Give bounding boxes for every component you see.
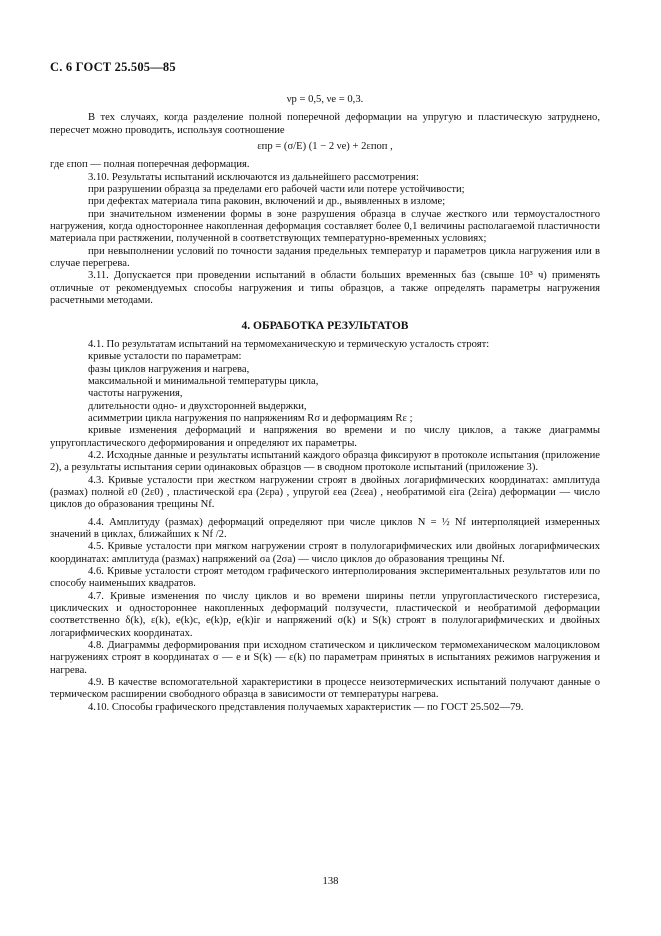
clause-4-2: 4.2. Исходные данные и результаты испытаний каждого образца фиксируют в протоколе испытания (приложение 2), а результаты испытания серии одинаковых образцов — в сводном протоколе испытаний (приложение 3). <box>50 449 600 474</box>
list-item: кривые изменения деформаций и напряжения во времени и по числу циклов, а также диаграммы упругопластического деформирования и определяют их параметры. <box>50 425 600 449</box>
clause-3-10: 3.10. Результаты испытаний исключаются из дальнейшего рассмотрения: <box>88 171 419 183</box>
list-item: при дефектах материала типа раковин, включений и др., выявленных в изломе; <box>88 196 446 208</box>
document-body <box>50 90 600 714</box>
clause-4-10: 4.10. Способы графического представления получаемых характеристик — по ГОСТ 25.502—79. <box>88 701 524 713</box>
page-header: С. 6 ГОСТ 25.505—85 <box>50 60 176 74</box>
list-item: при значительном изменении формы в зоне разрушения образца в случае жесткого или термоусталостного нагружения, когда одностороннее накопленная деформация составляет более 0,1 величины располагаемой пластичности материала при растяжении, полученной в соответствующих температурно-временных условиях; <box>50 208 600 245</box>
clause-4-6: 4.6. Кривые усталости строят методом графического интерполирования экспериментальных результатов или по способу наименьших квадратов. <box>50 566 600 590</box>
clause-4-9: 4.9. В качестве вспомогательной характеристики в процессе неизотермических испытаний получают данные о термическом расширении свободного образца в зависимости от температуры нагрева. <box>50 677 600 701</box>
section-title: 4. ОБРАБОТКА РЕЗУЛЬТАТОВ <box>241 319 409 332</box>
clause-4-7: 4.7. Кривые изменения по числу циклов и во времени ширины петли упругопластического гистерезиса, циклических и одностороннее накопленных деформаций ползучести, пластической и необратимой деформации соответственно δ(k), ε(k), e(k)c, e(k)p, e(k)ir и напряжений σ(k) и S(k) строят в полулогарифмических и двойных логарифмических координатах. <box>50 590 600 639</box>
list-item: частоты нагружения, <box>88 388 183 400</box>
list-item: длительности одно- и двухсторонней выдержки, <box>88 400 307 412</box>
list-item: максимальной и минимальной температуры цикла, <box>88 375 319 387</box>
clause-4-5: 4.5. Кривые усталости при мягком нагружении строят в полулогарифмических или двойных логарифмических координатах: амплитуда (размах) напряжений σа (2σа) — число циклов до образования трещины Nf. <box>50 541 600 565</box>
clause-4-4: 4.4. Амплитуду (размах) деформаций определяют при числе циклов N = ½ Nf интерполяцией измеренных значений в циклах, ближайших к Nf /2. <box>50 516 600 540</box>
list-item: при разрушении образца за пределами его рабочей части или потере устойчивости; <box>88 184 465 196</box>
paragraph: где εпоп — полная поперечная деформация. <box>50 159 250 171</box>
clause-3-11: 3.11. Допускается при проведении испытаний в области больших временных баз (свыше 10³ ч) применять отличные от рекомендуемых способы нагружения и типы образцов, а также определять параметры нагружения расчетными методами. <box>50 270 600 307</box>
paragraph: В тех случаях, когда разделение полной поперечной деформации на упругую и пластическую затруднено, пересчет можно проводить, используя соотношение <box>50 112 600 136</box>
clause-4-1: 4.1. По результатам испытаний на термомеханическую и термическую усталость строят: <box>88 338 490 350</box>
list-item: кривые усталости по параметрам: <box>88 351 242 363</box>
list-item: фазы циклов нагружения и нагрева, <box>88 363 250 375</box>
equation-poisson: νp = 0,5, νe = 0,3. <box>286 94 364 105</box>
clause-4-8: 4.8. Диаграммы деформирования при исходном статическом и циклическом термомеханическом малоцикловом нагружениях строят в координатах σ — e и S(k) — ε(k) по параметрам принятых в испытаниях режимов нагружения и нагрева. <box>50 640 600 676</box>
equation-transverse-strain: εпр = (σ/E) (1 − 2 νe) + 2εпоп , <box>257 141 393 153</box>
page-number: 138 <box>322 876 339 887</box>
list-item: асимметрии цикла нагружения по напряжениям Rσ и деформациям Rε ; <box>88 412 413 424</box>
clause-4-3: 4.3. Кривые усталости при жестком нагружении строят в двойных логарифмических координатах: амплитуда (размах) полной ε0 (2ε0) , пластической εpa (2εpa) , упругой εea (2εea) , необратимой εira (2εira) деформации — число циклов до образования трещины Nf. <box>50 474 600 511</box>
list-item: при невыполнении условий по точности задания предельных температур и параметров цикла нагружения или в случае перегрева. <box>50 245 600 270</box>
